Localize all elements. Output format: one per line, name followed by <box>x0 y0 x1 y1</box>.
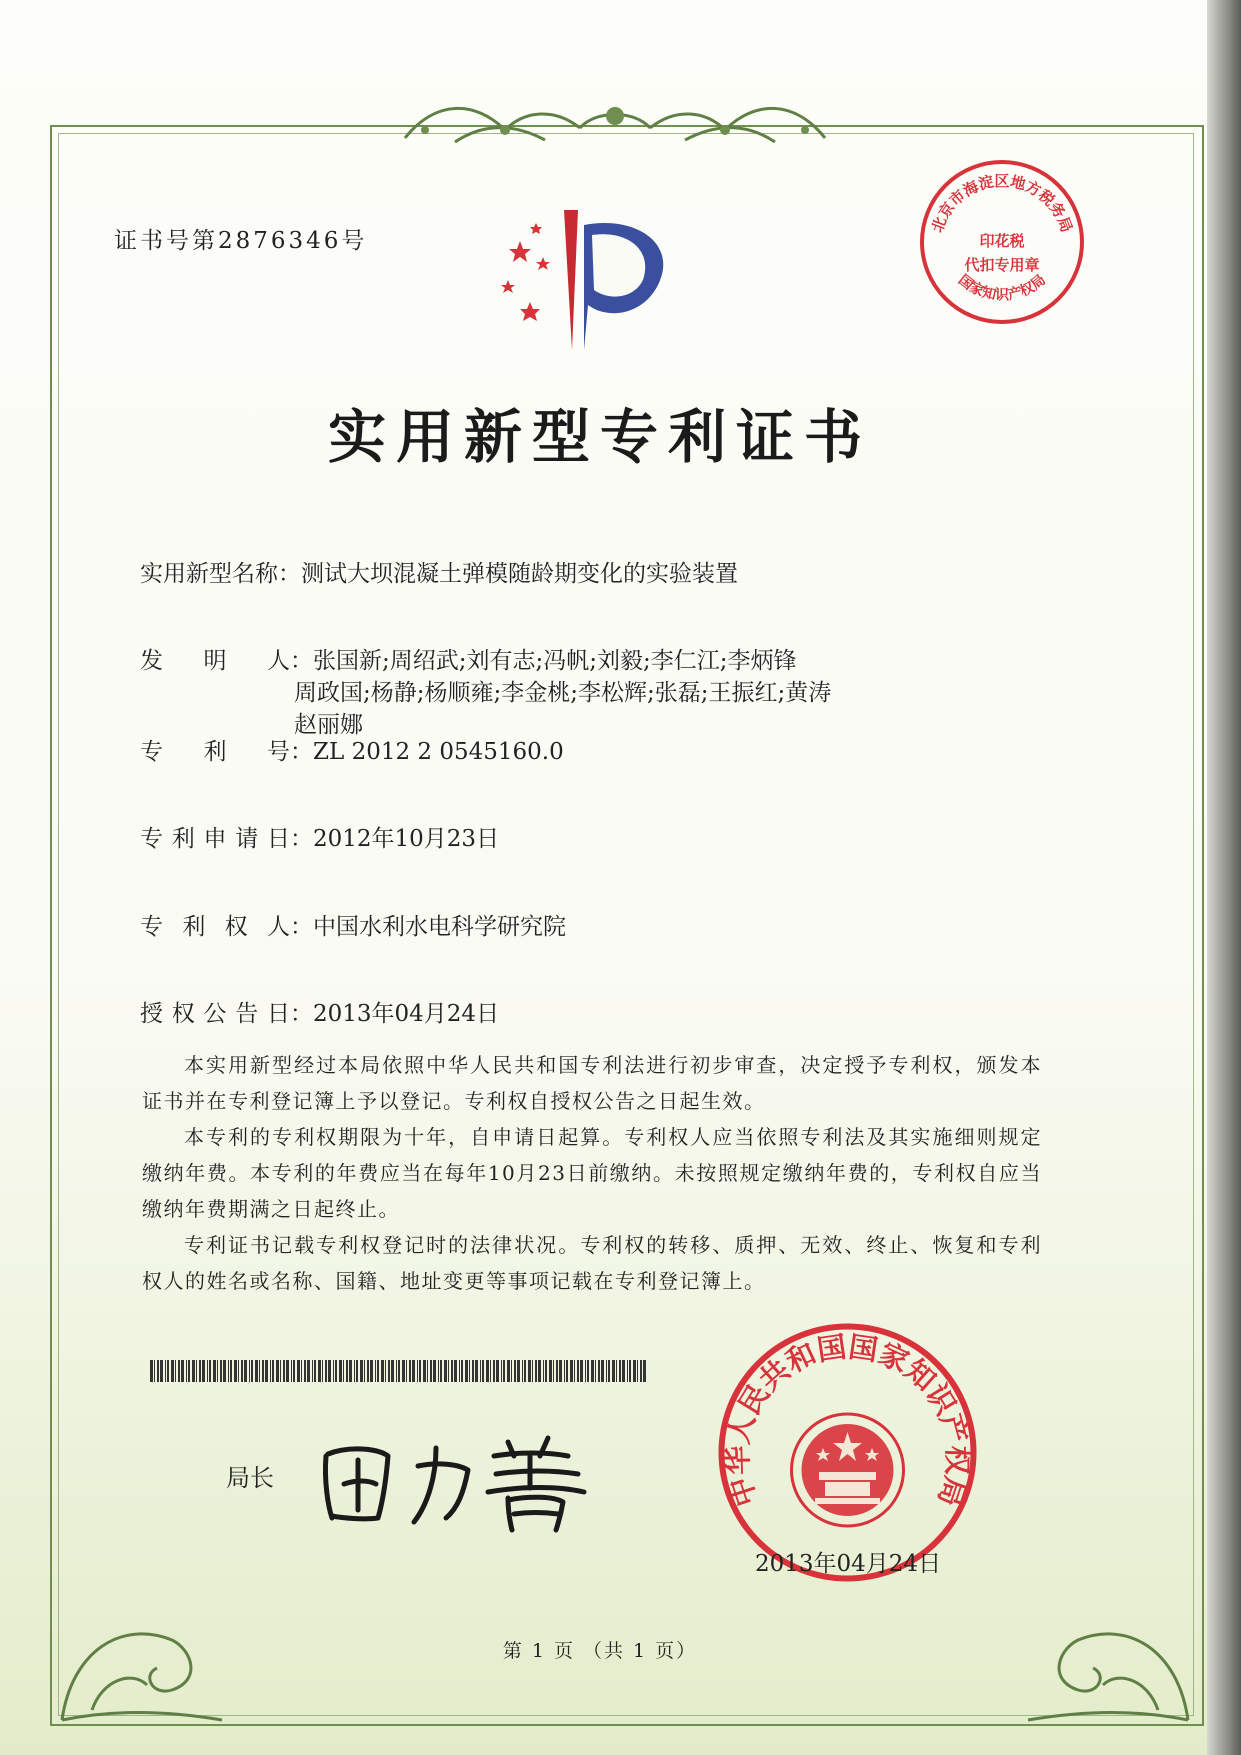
barcode-bar <box>241 1360 243 1382</box>
barcode-bar <box>556 1360 558 1382</box>
barcode-bar <box>270 1360 271 1382</box>
barcode-bar <box>272 1360 274 1382</box>
barcode-bar <box>640 1360 642 1382</box>
barcode-bar <box>559 1360 562 1382</box>
barcode-bar <box>217 1360 218 1382</box>
barcode-bar <box>490 1360 491 1382</box>
barcode-bar <box>213 1360 216 1382</box>
barcode-bar <box>196 1360 197 1382</box>
barcode-bar <box>154 1360 155 1382</box>
barcode-bar <box>364 1360 365 1382</box>
barcode-bar <box>178 1360 180 1382</box>
barcode-bar <box>286 1360 289 1382</box>
barcode-bar <box>171 1360 174 1382</box>
barcode-bar <box>375 1360 376 1382</box>
barcode-bar <box>220 1360 222 1382</box>
barcode-bar <box>430 1360 432 1382</box>
national-emblem-icon <box>792 1414 904 1526</box>
barcode-bar <box>223 1360 226 1382</box>
barcode-bar <box>186 1360 187 1382</box>
barcode-bar <box>454 1360 457 1382</box>
barcode-bar <box>549 1360 552 1382</box>
grant-date-value: 2013年04月24日 <box>313 1001 500 1027</box>
book-binding <box>1207 0 1241 1755</box>
barcode-bar <box>570 1360 573 1382</box>
barcode-bar <box>409 1360 411 1382</box>
legal-text <box>142 1047 1042 1299</box>
barcode-bar <box>301 1360 302 1382</box>
barcode-bar <box>230 1360 232 1382</box>
filing-date-value: 2012年10月23日 <box>313 826 500 852</box>
barcode-bar <box>199 1360 201 1382</box>
barcode-bar <box>417 1360 418 1382</box>
patent-number-value: ZL 2012 2 0545160.0 <box>313 739 564 765</box>
barcode-bar <box>627 1360 628 1382</box>
barcode-bar <box>188 1360 190 1382</box>
barcode-bar <box>577 1360 579 1382</box>
barcode-bar <box>465 1360 468 1382</box>
director-label: 局长 <box>226 1464 274 1492</box>
patent-number-row: 专利号：ZL 2012 2 0545160.0 <box>140 733 564 766</box>
barcode-bar <box>643 1360 646 1382</box>
barcode-bar <box>459 1360 460 1382</box>
svg-text:国家知识产权局 <box>955 271 1049 303</box>
barcode-bar <box>276 1360 279 1382</box>
barcode-bar <box>493 1360 495 1382</box>
barcode-bar <box>574 1360 575 1382</box>
legal-paragraph-2: 本专利的专利权期限为十年，自申请日起算。专利权人应当依照专利法及其实施细则规定缴纳年费。本专利的年费应当在每年10月23日前缴纳。未按照规定缴纳年费的，专利权自应当缴纳年费期满之日起终止。 <box>142 1125 1042 1221</box>
barcode-bar <box>333 1360 334 1382</box>
barcode-bar <box>280 1360 281 1382</box>
barcode-bar <box>398 1360 400 1382</box>
barcode-bar <box>255 1360 258 1382</box>
barcode-bar <box>517 1360 520 1382</box>
barcode-bar <box>591 1360 594 1382</box>
barcode-bar <box>524 1360 526 1382</box>
barcode-bar <box>377 1360 379 1382</box>
barcode-bar <box>612 1360 615 1382</box>
barcode-bar <box>328 1360 331 1382</box>
patentee-label: 专利权人 <box>140 914 290 940</box>
barcode-bar <box>514 1360 516 1382</box>
barcode-bar <box>249 1360 250 1382</box>
barcode-bar <box>251 1360 253 1382</box>
inventors-row: 发明人：张国新;周绍武;刘有志;冯帆;刘毅;李仁江;李炳锋 <box>140 642 797 675</box>
barcode <box>150 1360 650 1382</box>
barcode-bar <box>385 1360 386 1382</box>
barcode-bar <box>480 1360 481 1382</box>
barcode-bar <box>522 1360 523 1382</box>
barcode-bar <box>486 1360 489 1382</box>
barcode-bar <box>585 1360 586 1382</box>
barcode-bar <box>475 1360 478 1382</box>
tax-seal-bottom-text: 国家知识产权局 <box>955 272 1049 304</box>
barcode-bar <box>451 1360 453 1382</box>
barcode-bar <box>528 1360 531 1382</box>
barcode-bar <box>472 1360 474 1382</box>
barcode-bar <box>181 1360 184 1382</box>
barcode-bar <box>346 1360 348 1382</box>
barcode-bar <box>304 1360 306 1382</box>
barcode-bar <box>507 1360 510 1382</box>
barcode-bar <box>406 1360 407 1382</box>
barcode-bar <box>339 1360 342 1382</box>
barcode-bar <box>438 1360 439 1382</box>
barcode-bar <box>538 1360 541 1382</box>
barcode-bar <box>283 1360 285 1382</box>
barcode-bar <box>396 1360 397 1382</box>
barcode-bar <box>587 1360 589 1382</box>
barcode-bar <box>427 1360 428 1382</box>
barcode-bar <box>461 1360 463 1382</box>
barcode-bar <box>637 1360 638 1382</box>
barcode-bar <box>482 1360 484 1382</box>
barcode-bar <box>167 1360 169 1382</box>
patentee-value: 中国水利水电科学研究院 <box>313 914 566 940</box>
barcode-bar <box>367 1360 369 1382</box>
tax-seal-outer-text: 北京市海淀区地方税务局 <box>928 171 1076 235</box>
barcode-bar <box>265 1360 268 1382</box>
barcode-bar <box>175 1360 176 1382</box>
barcode-bar <box>535 1360 537 1382</box>
legal-paragraph-3: 专利证书记载专利权登记时的法律状况。专利权的转移、质押、无效、终止、恢复和专利权人的姓名或名称、国籍、地址变更等事项记载在专利登记簿上。 <box>142 1233 1042 1293</box>
barcode-bar <box>259 1360 260 1382</box>
patent-office-logo-icon <box>488 205 688 355</box>
filing-date-row: 专利申请日：2012年10月23日 <box>140 820 499 853</box>
utility-model-name-row: 实用新型名称：测试大坝混凝土弹模随龄期变化的实验装置 <box>140 555 738 588</box>
barcode-bar <box>622 1360 625 1382</box>
filing-date-label: 专利申请日 <box>140 826 290 852</box>
barcode-bar <box>448 1360 449 1382</box>
barcode-bar <box>629 1360 631 1382</box>
inventors-line-2: 周政国;杨静;杨顺雍;李金桃;李松辉;张磊;王振红;黄涛 <box>294 680 832 706</box>
barcode-bar <box>312 1360 313 1382</box>
barcode-bar <box>402 1360 405 1382</box>
page-footer: 第 1 页 （共 1 页） <box>502 1640 698 1662</box>
barcode-bar <box>165 1360 166 1382</box>
barcode-bar <box>343 1360 344 1382</box>
barcode-bar <box>412 1360 415 1382</box>
barcode-bar <box>444 1360 447 1382</box>
patent-number-label: 专利号 <box>140 739 290 765</box>
official-seal-arc-text: 中华人民共和国国家知识产权局 <box>720 1329 975 1511</box>
barcode-bar <box>192 1360 195 1382</box>
barcode-bar <box>238 1360 239 1382</box>
barcode-bar <box>318 1360 321 1382</box>
barcode-bar <box>564 1360 565 1382</box>
inventors-line-1: 张国新;周绍武;刘有志;冯帆;刘毅;李仁江;李炳锋 <box>313 648 797 674</box>
barcode-bar <box>433 1360 436 1382</box>
barcode-bar <box>391 1360 394 1382</box>
barcode-bar <box>356 1360 358 1382</box>
barcode-bar <box>335 1360 337 1382</box>
barcode-bar <box>388 1360 390 1382</box>
seal-date: 2013年04月24日 <box>755 1551 942 1577</box>
barcode-bar <box>608 1360 610 1382</box>
top-ornament-icon <box>395 90 835 152</box>
barcode-bar <box>619 1360 621 1382</box>
barcode-bar <box>207 1360 208 1382</box>
barcode-bar <box>503 1360 505 1382</box>
barcode-bar <box>553 1360 554 1382</box>
barcode-bar <box>228 1360 229 1382</box>
barcode-bar <box>291 1360 292 1382</box>
barcode-bar <box>511 1360 512 1382</box>
barcode-bar <box>297 1360 300 1382</box>
utility-model-name-value: 测试大坝混凝土弹模随龄期变化的实验装置 <box>301 561 738 587</box>
barcode-bar <box>601 1360 604 1382</box>
certificate-number: 证书号第2876346号 <box>114 228 368 254</box>
barcode-bar <box>209 1360 211 1382</box>
barcode-bar <box>606 1360 607 1382</box>
barcode-bar <box>150 1360 153 1382</box>
barcode-bar <box>532 1360 533 1382</box>
barcode-bar <box>262 1360 264 1382</box>
tax-seal-line2: 代扣专用章 <box>964 256 1040 274</box>
barcode-bar <box>202 1360 205 1382</box>
signature-text: 田力普 <box>318 1426 321 1427</box>
barcode-bar <box>469 1360 470 1382</box>
barcode-bar <box>234 1360 237 1382</box>
barcode-bar <box>566 1360 568 1382</box>
barcode-bar <box>381 1360 384 1382</box>
legal-paragraph-1: 本实用新型经过本局依照中华人民共和国专利法进行初步审查，决定授予专利权，颁发本证书并在专利登记簿上予以登记。专利权自授权公告之日起生效。 <box>142 1053 1042 1113</box>
barcode-bar <box>440 1360 442 1382</box>
director-signature <box>318 1426 588 1536</box>
barcode-bar <box>595 1360 596 1382</box>
barcode-bar <box>307 1360 310 1382</box>
barcode-bar <box>157 1360 159 1382</box>
barcode-bar <box>580 1360 583 1382</box>
barcode-bar <box>244 1360 247 1382</box>
barcode-bar <box>423 1360 426 1382</box>
patentee-row: 专利权人：中国水利水电科学研究院 <box>140 908 566 941</box>
barcode-bar <box>314 1360 316 1382</box>
tax-seal-icon <box>918 158 1086 326</box>
tax-seal-line1: 印花税 <box>979 232 1025 250</box>
grant-date-label: 授权公告日 <box>140 1001 290 1027</box>
inventors-label: 发明人 <box>140 648 290 674</box>
certificate-title: 实用新型专利证书 <box>327 403 872 471</box>
barcode-bar <box>354 1360 355 1382</box>
barcode-bar <box>322 1360 323 1382</box>
barcode-bar <box>325 1360 327 1382</box>
barcode-bar <box>633 1360 636 1382</box>
grant-date-row: 授权公告日：2013年04月24日 <box>140 995 499 1028</box>
barcode-bar <box>160 1360 163 1382</box>
barcode-bar <box>293 1360 295 1382</box>
barcode-bar <box>419 1360 421 1382</box>
barcode-bar <box>543 1360 544 1382</box>
inventors-line-3: 赵丽娜 <box>294 712 363 738</box>
barcode-bar <box>370 1360 373 1382</box>
barcode-bar <box>349 1360 352 1382</box>
barcode-bar <box>616 1360 617 1382</box>
barcode-bar <box>501 1360 502 1382</box>
barcode-bar <box>496 1360 499 1382</box>
barcode-bar <box>545 1360 547 1382</box>
utility-model-name-label: 实用新型名称 <box>140 561 278 587</box>
barcode-bar <box>360 1360 363 1382</box>
barcode-bar <box>598 1360 600 1382</box>
